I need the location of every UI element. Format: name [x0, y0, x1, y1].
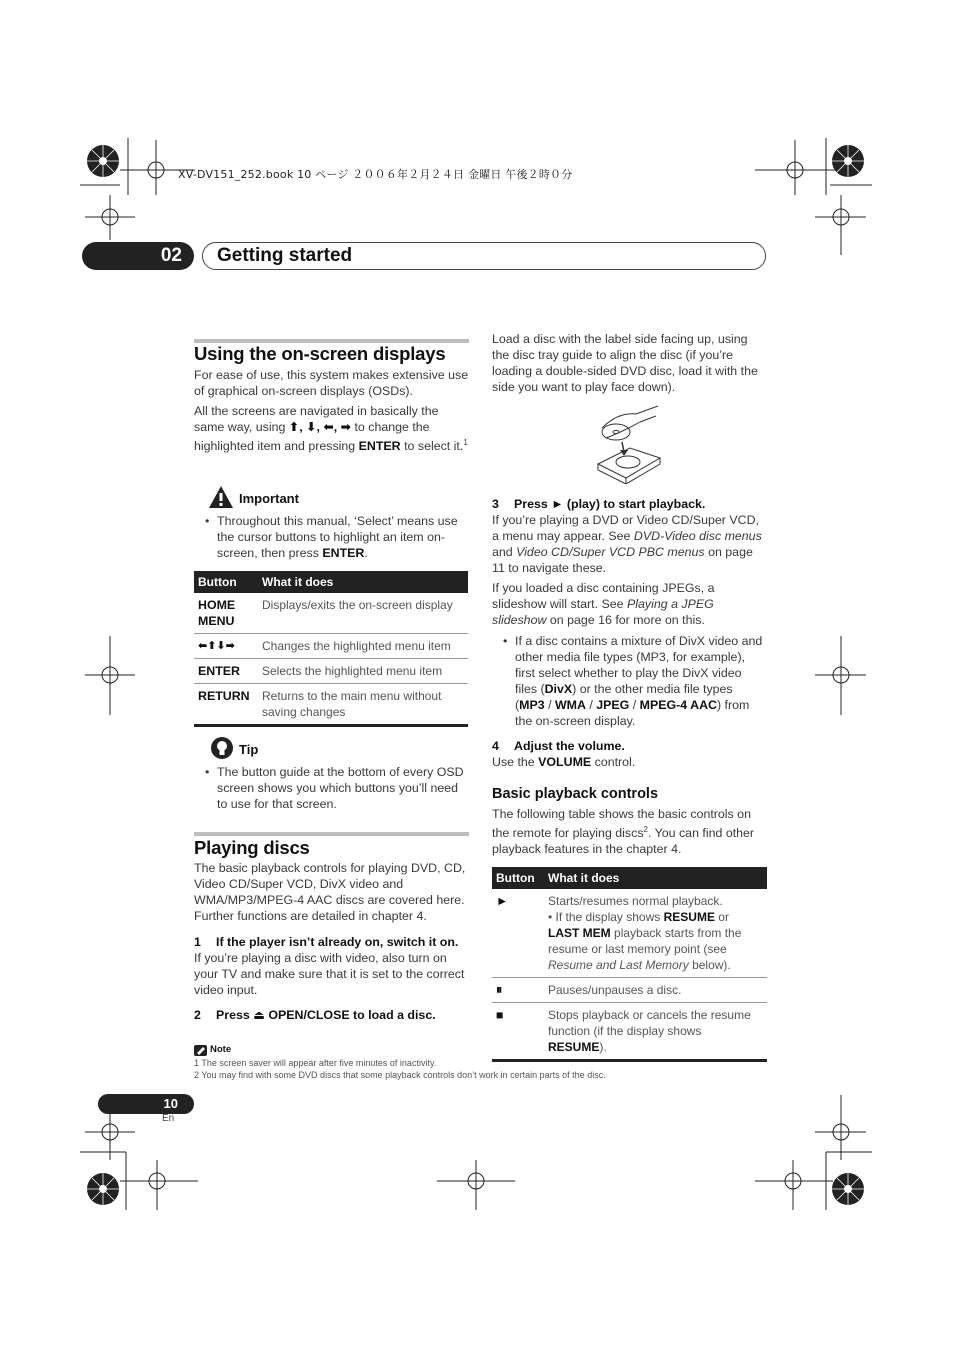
footnote-2: 2 You may find with some DVD discs that some playback controls don’t work in certain parts of the disc. — [194, 1070, 606, 1080]
pause-icon: ⏸ — [492, 978, 544, 1003]
table-row: ENTER Selects the highlighted menu item — [194, 659, 468, 684]
playback-controls-table — [492, 867, 767, 1062]
note-title: Note — [210, 1044, 232, 1055]
footnote-1: 1 The screen saver will appear after five minutes of inactivity. — [194, 1058, 437, 1068]
step-4-text: Use the VOLUME control. — [492, 755, 636, 769]
tip-lightbulb-icon — [209, 735, 235, 761]
basic-controls-text: The following table shows the basic controls on the remote for playing discs$^2$. You can find other playback features in the chapter 4. — [492, 807, 755, 857]
osd-navigation-text: All the screens are navigated in basically the same way, using ⬆, ⬇, ⬅, ➡ to change the highlighted item and pressing ENTER to select it.$^1$ — [194, 404, 468, 454]
play-icon: ► — [492, 889, 544, 978]
divx-bullet: • If a disc contains a mixture of DivX video and other media file types (MP3, for example), first select whether to play the DivX video files (DivX) or the other media file types (MP3 / WMA / JPEG / MPEG-4 AAC) from the on-screen display. — [503, 634, 763, 728]
step-2: 2 Press ⏏ OPEN/CLOSE to load a disc. — [194, 1008, 436, 1022]
step-1: 1 If the player isn’t already on, switch it on. — [194, 935, 459, 949]
step-4: 4 Adjust the volume. — [492, 739, 625, 753]
osd-buttons-table — [194, 571, 468, 727]
table-header: What it does — [544, 867, 767, 889]
osd-intro: For ease of use, this system makes extensive use of graphical on-screen displays (OSDs). — [194, 368, 469, 398]
page-number: 10 — [98, 1094, 194, 1114]
arrow-keys-icon: ⬆, ⬇, ⬅, ➡ — [288, 420, 352, 434]
table-header: Button — [492, 867, 544, 889]
load-disc-text: Load a disc with the label side facing up, using the disc tray guide to align the disc (if you’re loading a double-sided DVD disc, load it with the side you want to play face down). — [492, 332, 758, 394]
disc-tray-illustration — [596, 402, 662, 484]
warning-icon — [208, 485, 234, 509]
important-text: • Throughout this manual, ‘Select’ means use the cursor buttons to highlight an item on-screen, then press ENTER. — [205, 514, 458, 560]
chapter-number: 02 — [82, 242, 194, 270]
jpeg-text: If you loaded a disc containing JPEGs, a slideshow will start. See Playing a JPEG slideshow on page 16 for more on this. — [492, 581, 715, 627]
table-row: ■ Stops playback or cancels the resume function (if the display shows RESUME). — [492, 1003, 767, 1061]
section-heading-playing: Playing discs — [194, 837, 310, 858]
step-3: 3 Press ► (play) to start playback. — [492, 497, 706, 511]
section-heading-osd: Using the on-screen displays — [194, 343, 446, 364]
table-row: ⏸ Pauses/unpauses a disc. — [492, 978, 767, 1003]
important-title: Important — [239, 491, 299, 506]
print-header: XV-DV151_252.book 10 ページ ２００６年２月２４日 金曜日 午後２時０分 — [178, 168, 573, 181]
table-row: ⬅⬆⬇➡ Changes the highlighted menu item — [194, 634, 468, 659]
section-rule — [194, 832, 469, 836]
step-1-text: If you’re playing a disc with video, also turn on your TV and make sure that it is set to the correct video input. — [194, 951, 465, 997]
chapter-title: Getting started — [202, 242, 766, 270]
stop-icon: ■ — [492, 1003, 544, 1061]
table-row: ► Starts/resumes normal playback. • If the display shows RESUME or LAST MEM playback starts from the resume or last memory point (see Resume and Last Memory below). — [492, 889, 767, 978]
basic-controls-heading: Basic playback controls — [492, 786, 659, 802]
table-header: Button — [194, 571, 258, 593]
note-pencil-icon — [194, 1045, 207, 1056]
tip-title: Tip — [239, 742, 259, 757]
playing-intro: The basic playback controls for playing DVD, CD, Video CD/Super VCD, DivX video and WMA/MP3/MPEG-4 AAC discs are covered here. Further functions are detailed in chapter 4. — [194, 861, 466, 923]
language-code: En — [162, 1113, 175, 1124]
table-row: RETURN Returns to the main menu without saving changes — [194, 684, 468, 726]
step-3-text: If you’re playing a DVD or Video CD/Super VCD, a menu may appear. See DVD-Video disc menus and Video CD/Super VCD PBC menus on page 11 to navigate these. — [492, 513, 762, 575]
table-row: HOME MENU Displays/exits the on-screen display — [194, 593, 468, 634]
tip-text: • The button guide at the bottom of every OSD screen shows you which buttons you’ll need to use for that screen. — [205, 765, 464, 811]
table-header: What it does — [258, 571, 468, 593]
